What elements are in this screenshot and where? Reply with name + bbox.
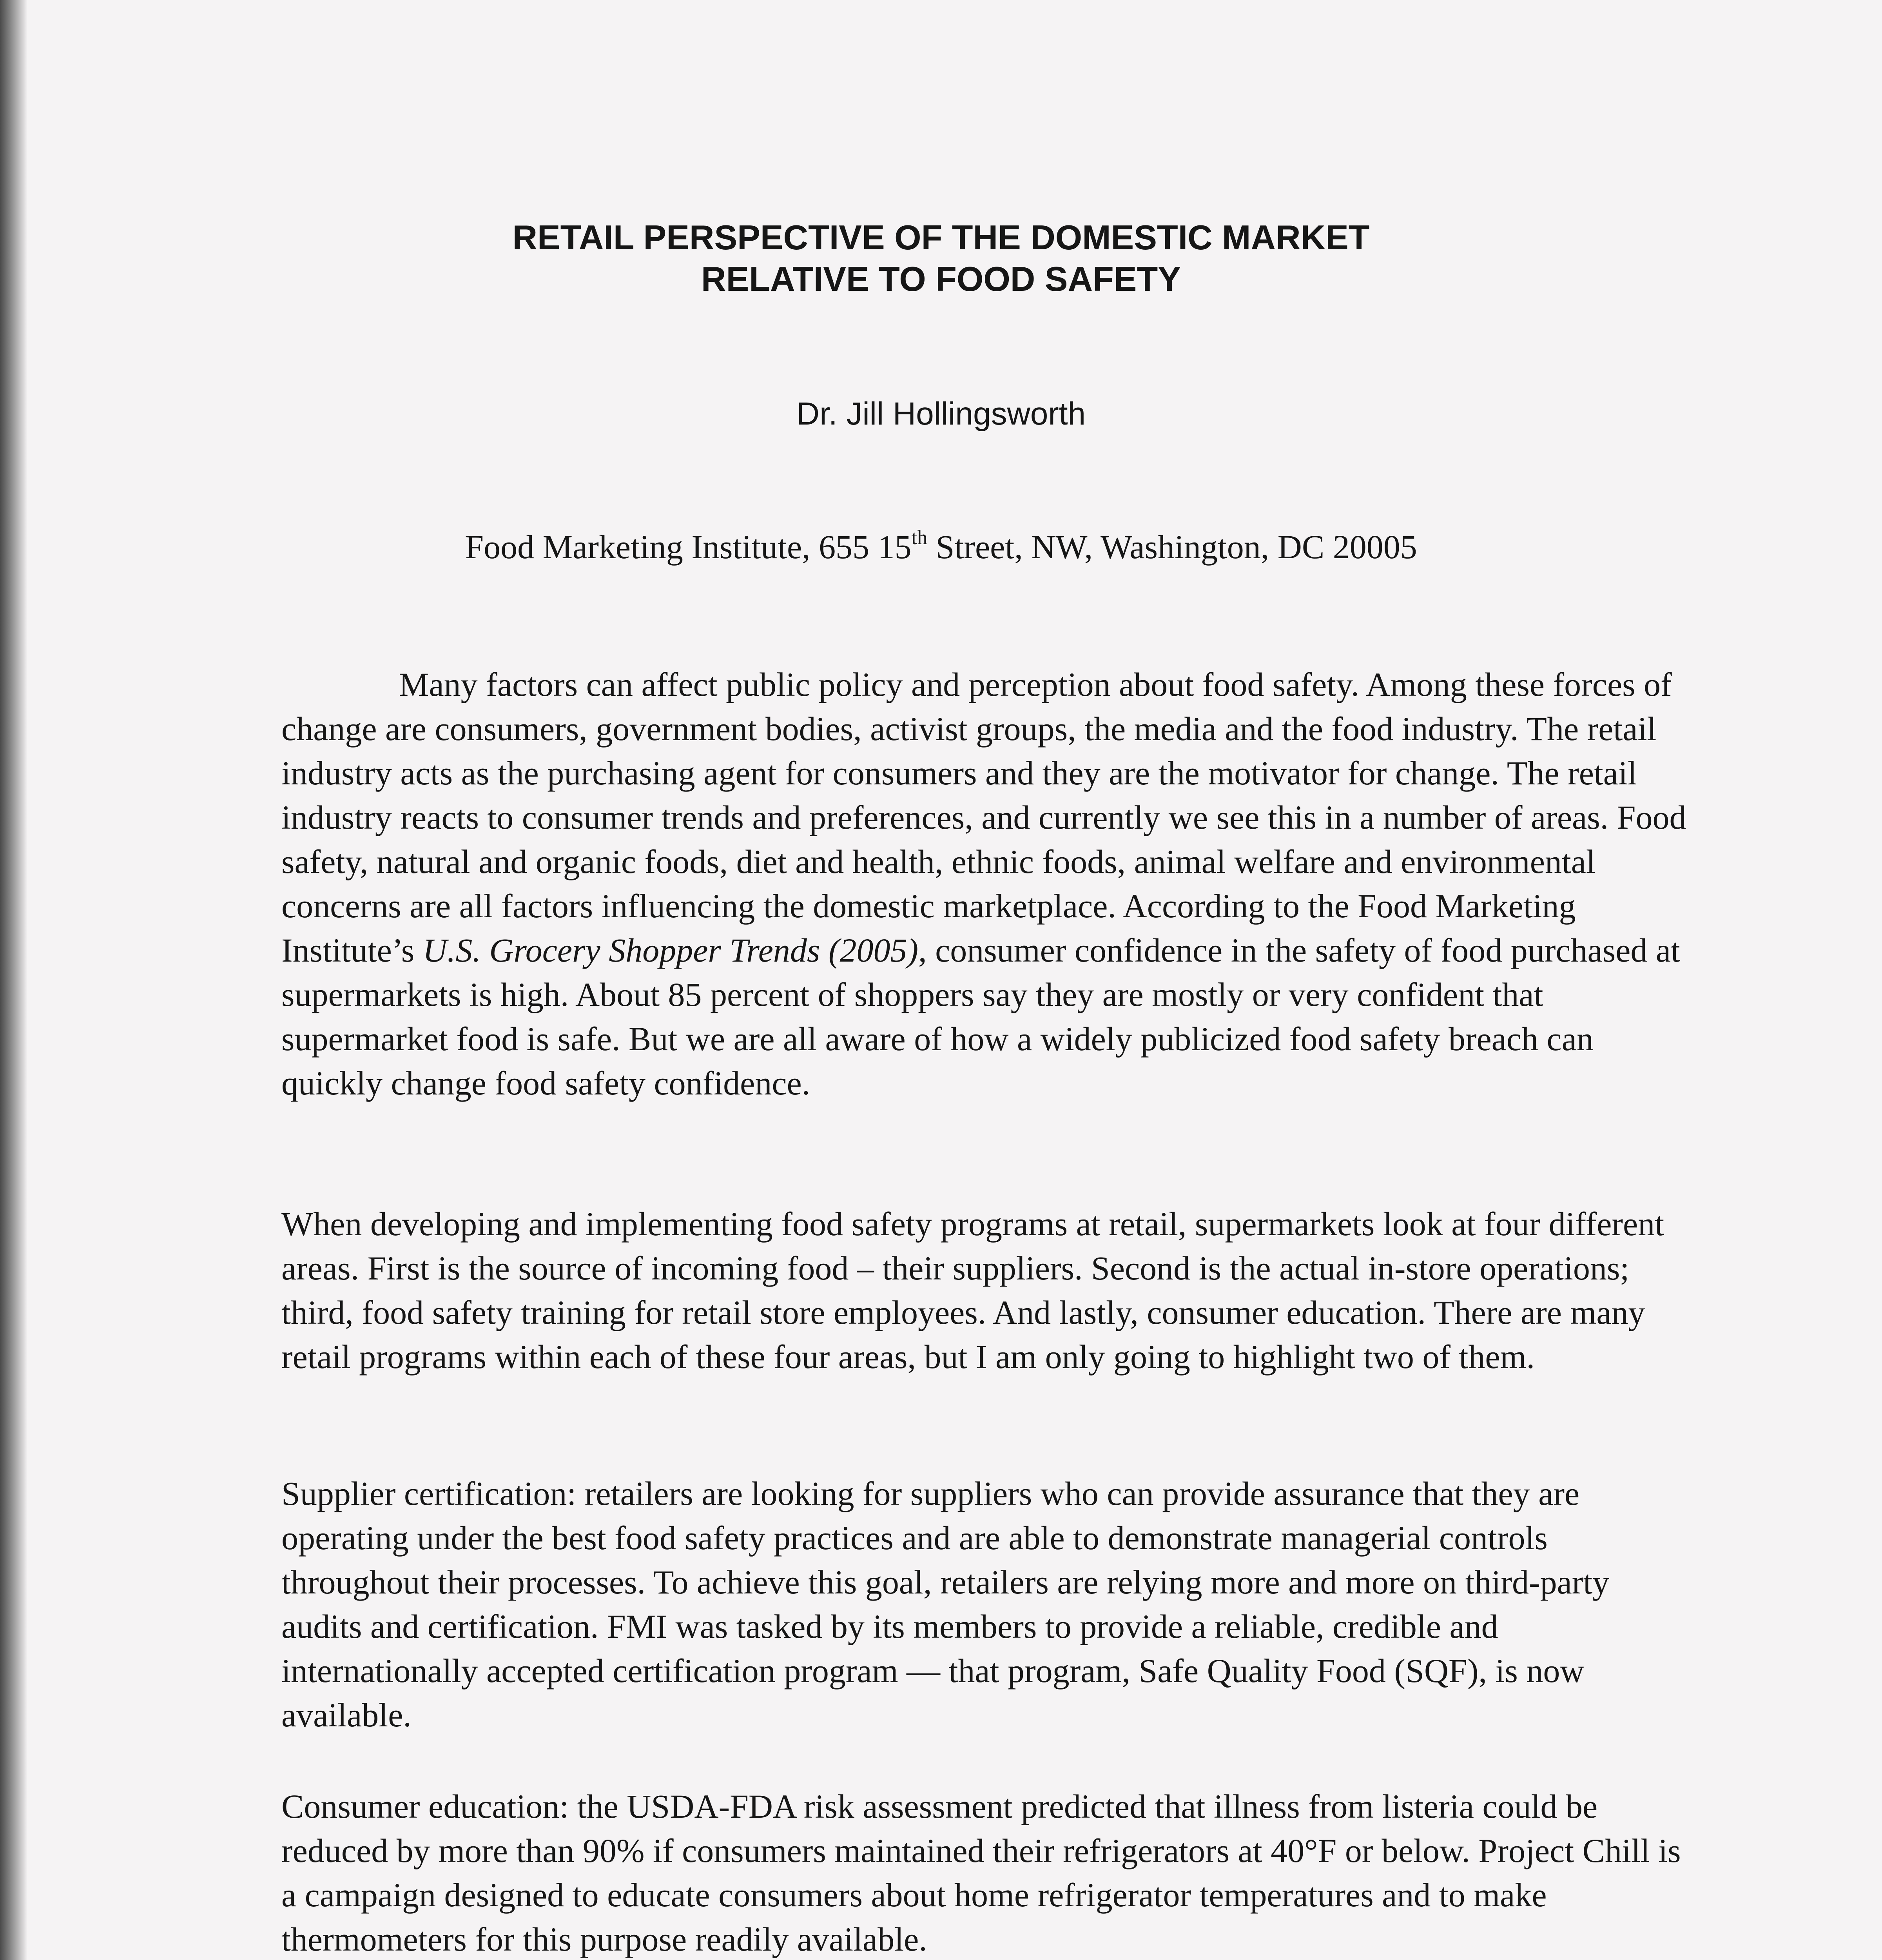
paragraph-consumer-education-text: Consumer education: the USDA-FDA risk assessment predicted that illness from listeria could be reduced by more than 90% if consumers maintained their refrigerators at 40°F or below. Project Chill is a campaign designed to educate consumers about home refrigerator temperatures and to make thermometers for this purpose readily available. [281, 1788, 1681, 1958]
paragraph-intro [281, 662, 1692, 1105]
author-name: Dr. Jill Hollingsworth [796, 396, 1086, 432]
author-affiliation [0, 525, 1882, 568]
paragraph-consumer-education [281, 1784, 1692, 1960]
paragraph-programs [281, 1202, 1692, 1379]
report-title-italic: U.S. Grocery Shopper Trends (2005) [422, 931, 919, 969]
affiliation-before: Food Marketing Institute, 655 15 [465, 528, 912, 566]
paragraph-intro-part-a: Many factors can affect public policy and perception about food safety. Among these forces of change are consumers, government bodies, activist groups, the media and the food industry. The retail industry acts as the purchasing agent for consumers and they are the motivator for change. The retail industry reacts to consumer trends and preferences, and currently we see this in a number of areas. Food safety, natural and organic foods, diet and health, ethnic foods, animal welfare and environmental concerns are all factors influencing the domestic marketplace. According to the Food Marketing Institute’s [281, 666, 1686, 969]
paragraph-supplier-certification [281, 1472, 1692, 1737]
affiliation-superscript: th [911, 526, 928, 549]
paragraph-programs-text: When developing and implementing food safety programs at retail, supermarkets look at four different areas. First is the source of incoming food – their suppliers. Second is the actual in-store operations; third, food safety training for retail store employees. And lastly, consumer education. There are many retail programs within each of these four areas, but I am only going to highlight two of them. [281, 1205, 1664, 1376]
affiliation-after: Street, NW, Washington, DC 20005 [927, 528, 1417, 566]
paper-title-line-2: RELATIVE TO FOOD SAFETY [701, 260, 1181, 298]
paragraph-intro-part-b: , consumer confidence in the safety of food purchased at supermarkets is high. About 85 percent of shoppers say they are mostly or very confident that supermarket food is safe. But we are all aware of how a widely publicized food safety breach can quickly change food safety confidence. [281, 931, 1680, 1102]
paragraph-supplier-certification-text: Supplier certification: retailers are looking for suppliers who can provide assurance that they are operating under the best food safety practices and are able to demonstrate managerial controls throughout their processes. To achieve this goal, retailers are relying more and more on third-party audits and certification. FMI was tasked by its members to provide a reliable, credible and internationally accepted certification program — that program, Safe Quality Food (SQF), is now available. [281, 1475, 1610, 1734]
paper-title-line-1: RETAIL PERSPECTIVE OF THE DOMESTIC MARKET [512, 218, 1370, 257]
paragraph-intro-text [281, 662, 1692, 1105]
